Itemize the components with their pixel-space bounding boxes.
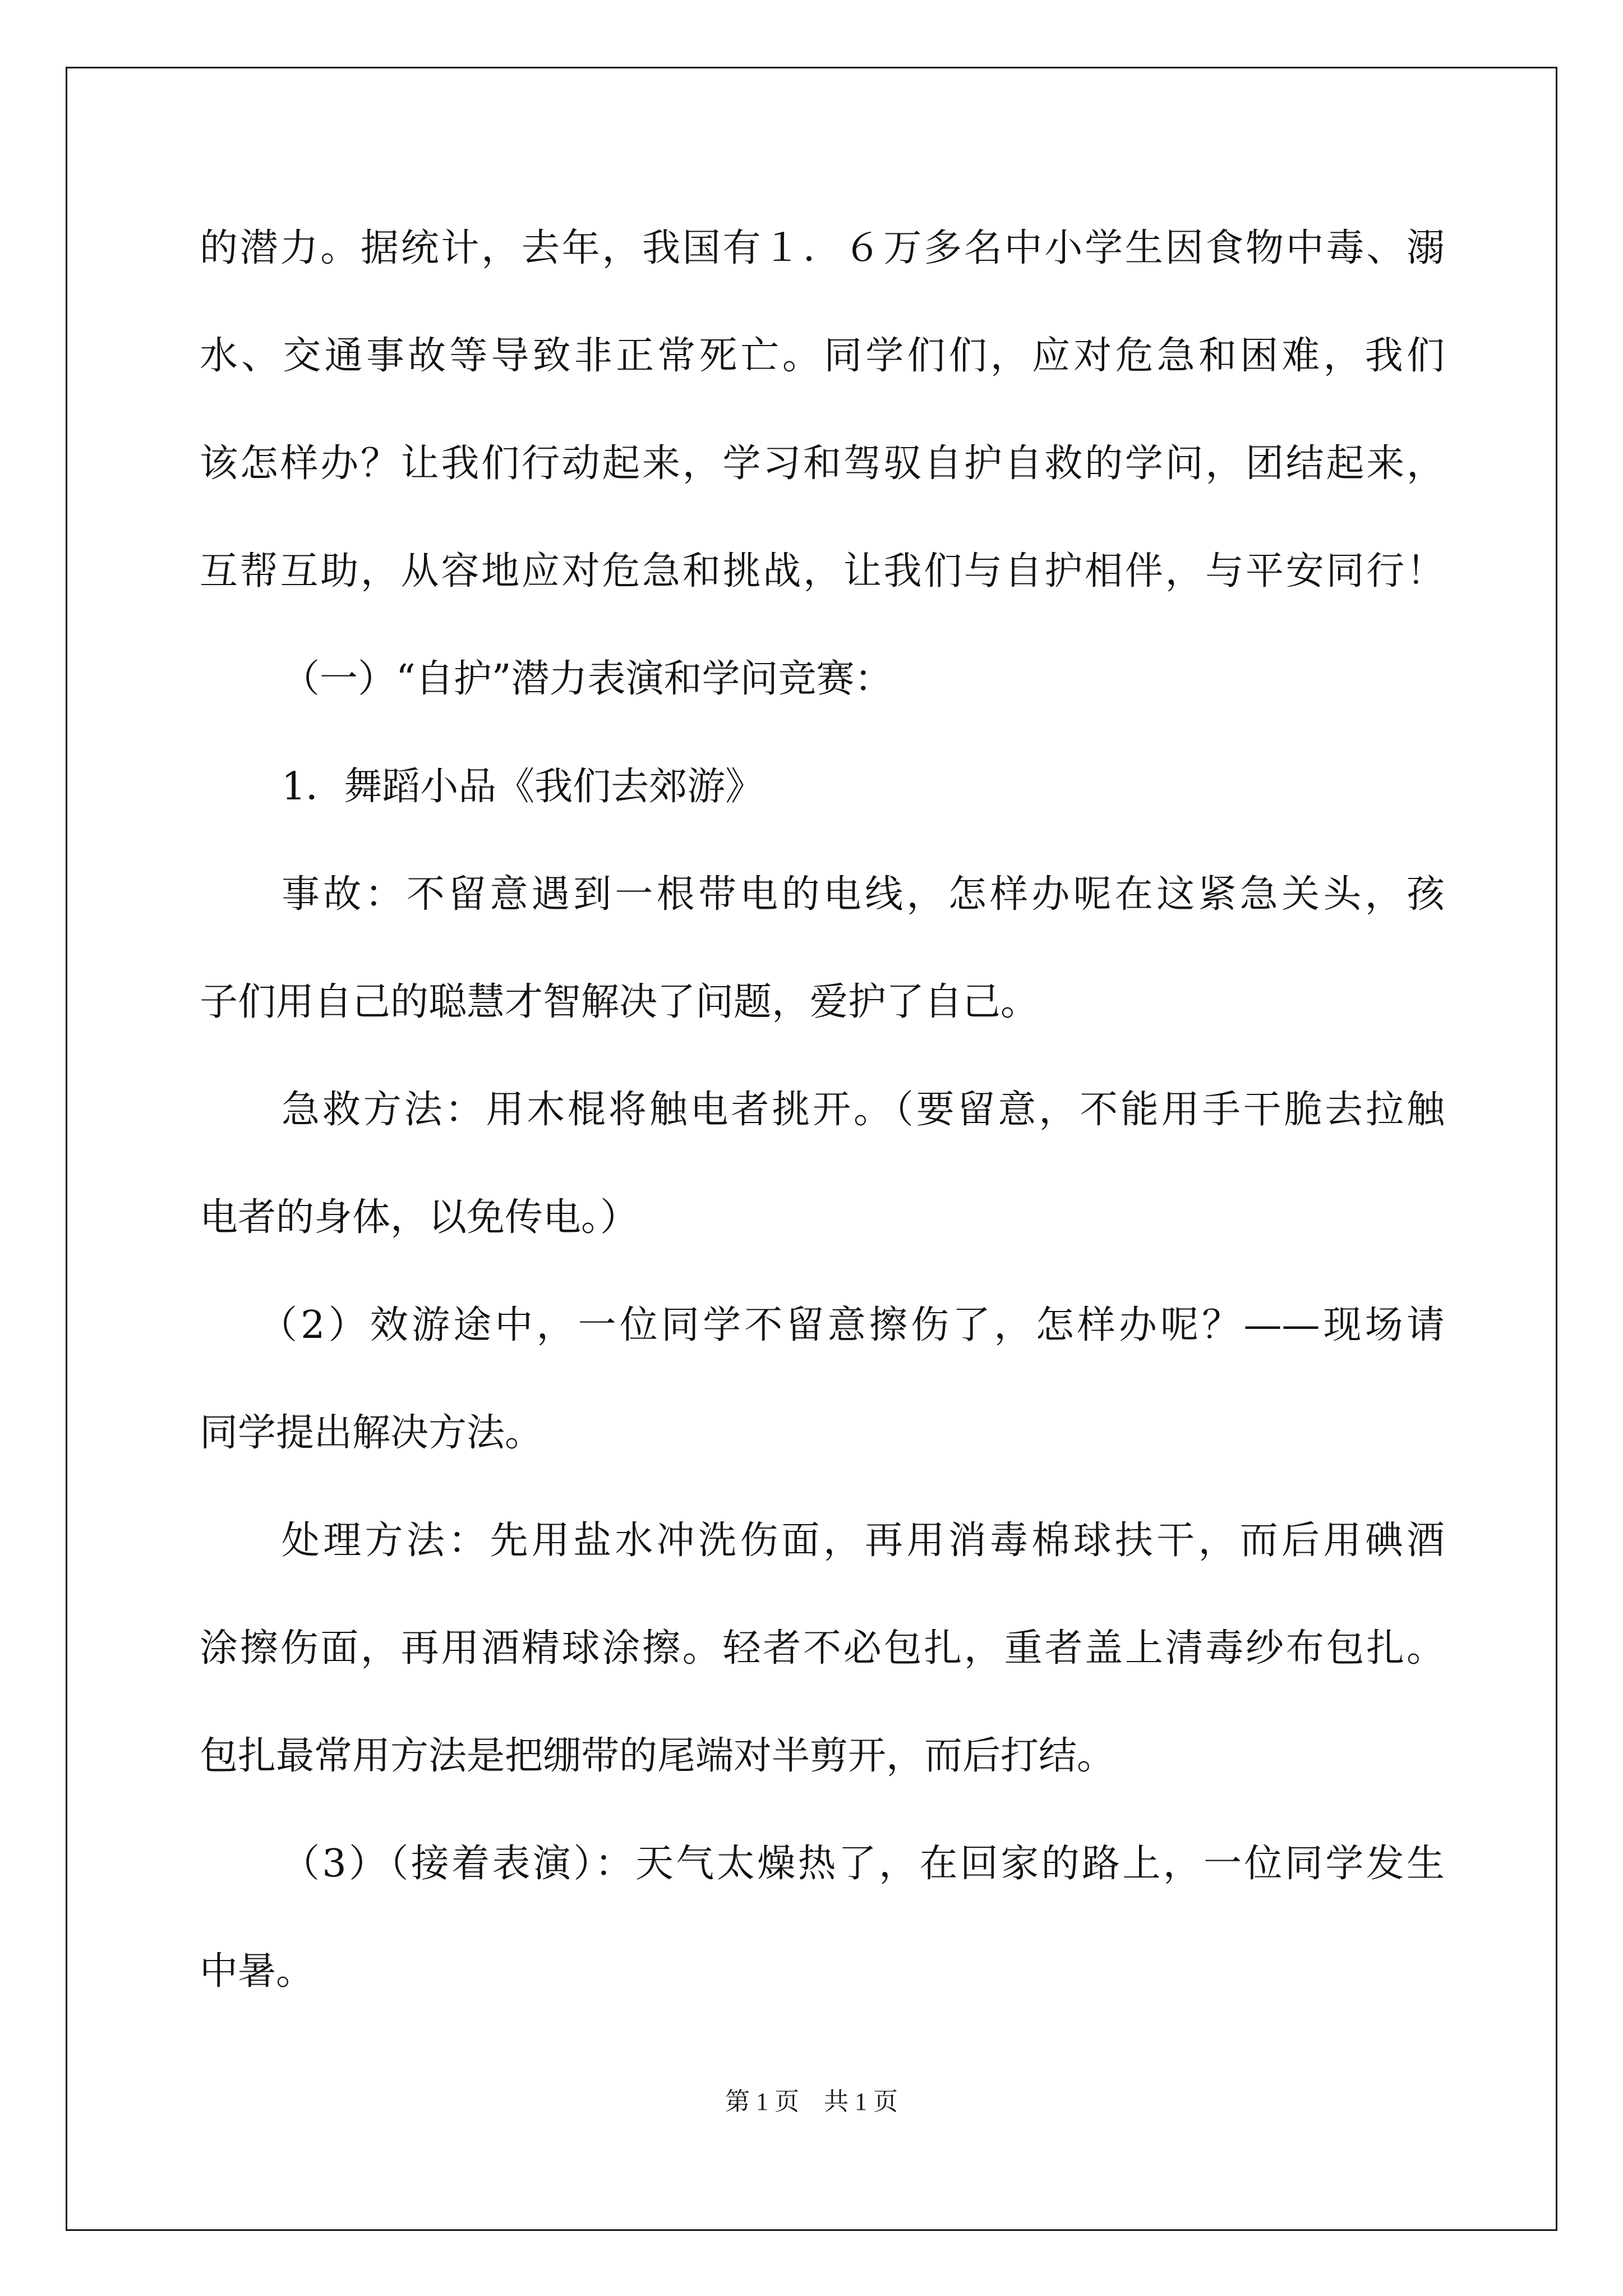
paragraph-line: 电者的身体，以免传电。） bbox=[200, 1195, 639, 1240]
paragraph-line: （2）效游途中，一位同学不留意擦伤了，怎样办呢？——现场请 bbox=[259, 1303, 1445, 1347]
paragraph-line: 的潜力。据统计，去年，我国有１．６万多名中小学生因食物中毒、溺 bbox=[200, 226, 1445, 270]
paragraph-line: 涂擦伤面，再用酒精球涂擦。轻者不必包扎，重者盖上清毒纱布包扎。 bbox=[200, 1626, 1445, 1671]
paragraph-line: 同学提出解决方法。 bbox=[200, 1411, 543, 1455]
item-heading: 1．舞蹈小品《我们去郊游》 bbox=[282, 765, 764, 809]
page-footer: 第 1 页 共 1 页 bbox=[725, 2088, 898, 2115]
paragraph-line: 该怎样办？让我们行动起来，学习和驾驭自护自救的学问，团结起来， bbox=[200, 441, 1445, 486]
paragraph-line: 事故：不留意遇到一根带电的电线，怎样办呢在这紧急关头，孩 bbox=[282, 872, 1445, 917]
paragraph-line: 处理方法：先用盐水冲洗伤面，再用消毒棉球扶干，而后用碘酒 bbox=[282, 1519, 1445, 1563]
paragraph-line: 水、交通事故等导致非正常死亡。同学们们，应对危急和困难，我们 bbox=[200, 334, 1445, 378]
page-border bbox=[66, 67, 1557, 2231]
paragraph-line: 包扎最常用方法是把绷带的尾端对半剪开，而后打结。 bbox=[200, 1734, 1115, 1778]
paragraph-line: 中暑。 bbox=[200, 1949, 315, 1994]
paragraph-line: 急救方法：用木棍将触电者挑开。（要留意，不能用手干脆去拉触 bbox=[282, 1088, 1445, 1132]
paragraph-line: （3）（接着表演）：天气太燥热了，在回家的路上，一位同学发生 bbox=[282, 1842, 1445, 1886]
paragraph-line: 互帮互助，从容地应对危急和挑战，让我们与自护相伴，与平安同行！ bbox=[200, 549, 1445, 593]
section-heading: （一）“自护”潜力表演和学问竞赛： bbox=[282, 657, 893, 701]
paragraph-line: 子们用自己的聪慧才智解决了问题，爱护了自己。 bbox=[200, 980, 1039, 1024]
